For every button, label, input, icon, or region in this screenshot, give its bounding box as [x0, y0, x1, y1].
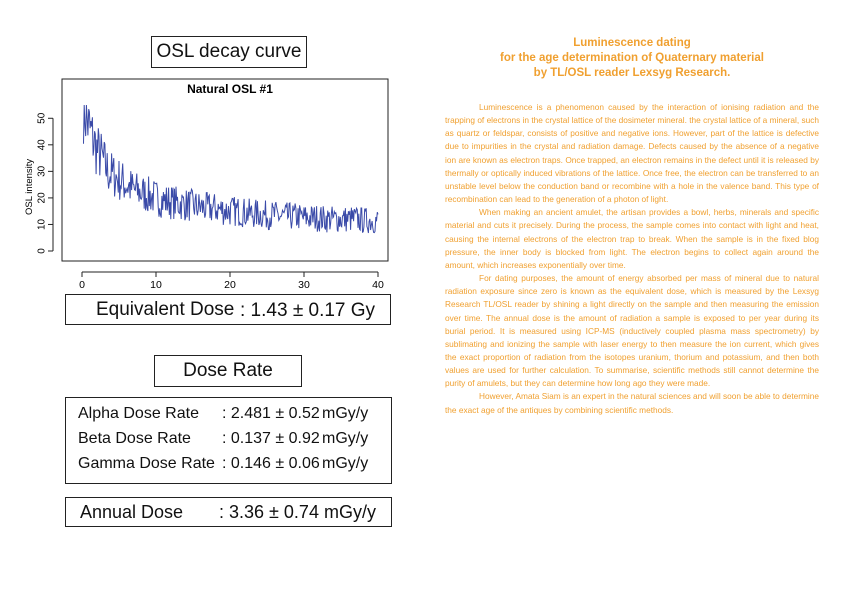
dose-rates-box	[65, 397, 392, 484]
annual-dose-value: : 3.36 ± 0.74 mGy/y	[219, 502, 376, 522]
article-paragraph: Luminescence is a phenomenon caused by the interaction of ionising radiation and the trapping of electrons in the crystal lattice of the dosimeter mineral. the crystal lattice of a mineral, such as quartz or feldspar, consists of positive and negative ions. However, part of the lattice is defective due to impurities in the crystal and radiation damage. Defects caused by the absence of a negative ion are known as electron traps. Once trapped, an electron remains in the defect until it is released by thermally or optically induced vibrations of the lattice. Once free, the electron can be transferred to an unstable level below the conduction band or recombine with a hole in the valence band. This type of recombination can lead to the generation of a photon of light.	[445, 102, 819, 205]
osl-signal-line	[84, 105, 379, 233]
chart-title: Natural OSL #1	[187, 82, 273, 96]
x-tick-label: 20	[224, 279, 236, 291]
x-tick-label: 30	[298, 279, 310, 291]
article-paragraph: However, Amata Siam is an expert in the natural sciences and will soon be able to determine the exact age of the antiques by combining scientific methods.	[445, 391, 819, 415]
dose-rate-title	[154, 355, 302, 387]
alpha-dose-rate-unit: mGy/y	[322, 405, 369, 422]
beta-dose-rate-unit: mGy/y	[322, 430, 369, 447]
gamma-dose-rate-row	[78, 455, 388, 477]
annual-dose-label: Annual Dose	[80, 502, 184, 522]
beta-dose-rate-row	[78, 430, 388, 452]
equivalent-dose-label: Equivalent Dose	[96, 299, 235, 320]
article-title-line: for the age determination of Quaternary material	[500, 52, 764, 64]
article-title-line: by TL/OSL reader Lexsyg Research.	[533, 67, 731, 79]
article-paragraph: When making an ancient amulet, the artisan provides a bowl, herbs, minerals and specific material and cuts it precisely. During the process, the sample comes into contact with light and heat, causing the internal electrons of the electron trap to break. When the sample is in the fixed blog pressure, the inner body is blocked from light. The electron begins to collect again around the amount, which increases exponentially over time.	[445, 207, 819, 270]
osl-decay-curve-title-text: OSL decay curve	[156, 41, 302, 62]
y-tick-label: 50	[36, 112, 48, 124]
article-title-line: Luminescence dating	[573, 37, 691, 49]
annual-dose-box	[65, 497, 392, 527]
osl-decay-chart	[20, 75, 392, 293]
alpha-dose-rate-label: Alpha Dose Rate	[78, 405, 199, 422]
y-tick-label: 0	[36, 248, 48, 254]
equivalent-dose-box	[65, 294, 391, 325]
beta-dose-rate-label: Beta Dose Rate	[78, 430, 191, 447]
y-tick-label: 20	[36, 192, 48, 204]
y-axis-label: OSL intensity	[24, 158, 35, 215]
alpha-dose-rate-value: : 2.481 ± 0.52	[222, 405, 320, 422]
beta-dose-rate-value: : 0.137 ± 0.92	[222, 430, 320, 447]
y-tick-label: 30	[36, 165, 48, 177]
article-title	[445, 36, 819, 81]
x-tick-label: 0	[79, 279, 85, 291]
equivalent-dose-value: : 1.43 ± 0.17 Gy	[240, 300, 376, 321]
gamma-dose-rate-value: : 0.146 ± 0.06	[222, 455, 320, 472]
osl-decay-curve-title	[151, 36, 307, 68]
article-paragraph: For dating purposes, the amount of energy absorbed per mass of mineral due to natural radiation exposure since zero is known as the equivalent dose, which is measured by the Lexsyg Research TL/OSL reader by shining a light directly on the sample and then measuring the emission over time. The annual dose is the amount of radiation a sample is exposed to per year during its burial period. It is measured using ICP-MS (inductively coupled plasma mass spectrometry) by sublimating and ionizing the sample with laser energy to then measure the ion current, which gives the exact proportion of radiation from the isotopes uranium, thorium and potassium, and then both values are used for further calculation. To summarise, scientific methods still cannot determine the purity of amulets, but they can determine how long ago they were made.	[445, 273, 819, 389]
y-tick-label: 40	[36, 139, 48, 151]
x-tick-label: 40	[372, 279, 384, 291]
article-column	[445, 36, 819, 417]
x-tick-label: 10	[150, 279, 162, 291]
y-tick-label: 10	[36, 218, 48, 231]
chart-axes	[37, 112, 384, 291]
gamma-dose-rate-unit: mGy/y	[322, 455, 369, 472]
alpha-dose-rate-row	[78, 405, 388, 427]
gamma-dose-rate-label: Gamma Dose Rate	[78, 455, 215, 472]
dose-rate-title-text: Dose Rate	[183, 360, 273, 381]
